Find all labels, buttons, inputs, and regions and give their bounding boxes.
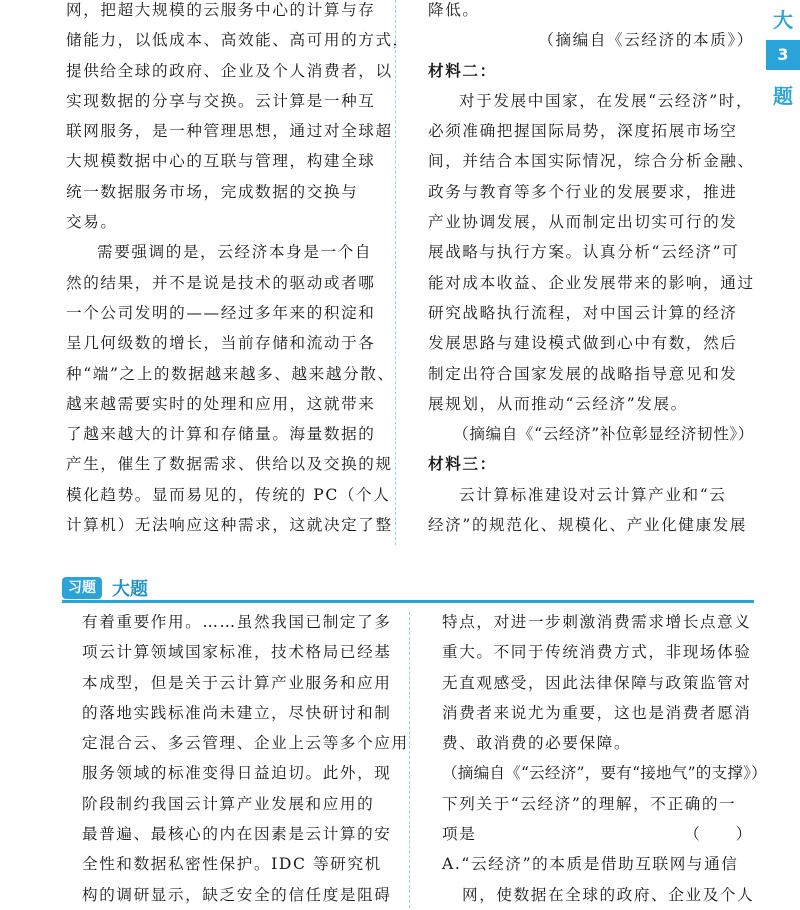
material-heading: 材料二： — [428, 61, 497, 80]
text-line: 大规模数据中心的互联与管理，构建全球 — [66, 152, 376, 171]
question-stem-end — [442, 819, 757, 849]
text-line: 然的结果，并不是说是技术的驱动或者哪 — [66, 273, 376, 292]
text-line: 有着重要作用。……虽然我国已制定了多 — [82, 613, 392, 631]
bottom-left-column — [82, 607, 409, 910]
text-line: 重大。不同于传统消费方式，非现场体验 — [442, 643, 752, 662]
text-line: 费、敢消费的必要保障。 — [442, 734, 632, 753]
answer-bracket: （ ） — [684, 825, 753, 844]
text-line: 模化趋势。显而易见的，传统的 PC（个人 — [66, 485, 391, 504]
text-line: 必须准确把握国际局势，深度拓展市场空 — [428, 122, 738, 141]
option-a-continuation: 网，使数据在全球的政府、企业及个人 — [462, 885, 755, 904]
text-line: 需要强调的是，云经济本身是一个自 — [97, 243, 373, 262]
side-tab-top-char: 大 — [773, 8, 793, 32]
section-header — [62, 573, 754, 603]
text-line: 统一数据服务市场，完成数据的交换与 — [66, 182, 359, 201]
text-line: 产生，催生了数据需求、供给以及交换的规 — [66, 455, 393, 474]
text-line: 间，并结合本国实际情况，综合分析金融、 — [428, 152, 755, 171]
text-line: 特点，对进一步刺激消费需求增长点意义 — [442, 613, 752, 631]
text-line: 的落地实践标准尚未建立，尽快研讨和制 — [82, 703, 392, 722]
text-line: 本成型，但是关于云计算产业服务和应用 — [82, 673, 392, 692]
text-line: 呈几何级数的增长，当前存储和流动于各 — [66, 334, 376, 353]
top-right-column — [428, 0, 758, 540]
bottom-right-column — [442, 607, 767, 910]
source-citation: （摘编自《“云经济”，要有“接地气”的支撑》） — [442, 764, 767, 783]
side-tab-bottom-char: 题 — [773, 84, 793, 108]
text-line: 消费者来说尤为重要，这也是消费者愿消 — [442, 703, 752, 722]
text-line: 阶段制约我国云计算产业发展和应用的 — [82, 794, 375, 813]
text-line: 联网服务，是一种管理思想，通过对全球超 — [66, 122, 393, 141]
text-line: 研究战略执行流程，对中国云计算的经济 — [428, 303, 738, 322]
top-left-column — [66, 0, 410, 540]
side-tab-number: 3 — [766, 40, 800, 70]
text-line: 能对成本收益、企业发展带来的影响，通过 — [428, 273, 755, 292]
text-line: 储能力，以低成本、高效能、高可用的方式， — [66, 31, 410, 50]
text-line: 计算机）无法响应这种需求，这就决定了整 — [66, 516, 393, 535]
column-divider — [409, 612, 410, 908]
text-line: 提供给全球的政府、企业及个人消费者，以 — [66, 61, 393, 80]
text-line: 交易。 — [66, 213, 118, 232]
text-line: 最普遍、最核心的内在因素是云计算的安 — [82, 825, 392, 844]
text-line: 展规划，从而推动“云经济”发展。 — [428, 394, 688, 413]
text-line: 实现数据的分享与交换。云计算是一种互 — [66, 91, 376, 110]
text-line: 服务领域的标准变得日益迫切。此外，现 — [82, 764, 392, 783]
text-line: 经济”的规范化、规模化、产业化健康发展 — [428, 516, 748, 535]
text-line: 项云计算领域国家标准，技术格局已经基 — [82, 643, 392, 662]
text-line: 了越来越大的计算和存储量。海量数据的 — [66, 425, 376, 444]
text-line: 云计算标准建设对云计算产业和“云 — [459, 485, 727, 504]
material-heading: 材料三： — [428, 455, 497, 474]
text-line: 制定出符合国家发展的战略指导意见和发 — [428, 364, 738, 383]
source-citation: （摘编自《云经济的本质》） — [538, 31, 754, 50]
text-line: 一个公司发明的——经过多年来的积淀和 — [66, 303, 376, 322]
text-line: 产业协调发展，从而制定出切实可行的发 — [428, 213, 738, 232]
text-line: 种“端”之上的数据越来越多、越来越分散、 — [66, 364, 395, 383]
exercise-badge: 习题 — [62, 577, 102, 599]
text-line: 全性和数据私密性保护。IDC 等研究机 — [82, 855, 382, 874]
text-line: 网，把超大规模的云服务中心的计算与存 — [66, 1, 376, 19]
column-divider — [395, 0, 396, 545]
text-line: 定混合云、多云管理、企业上云等多个应用 — [82, 734, 409, 753]
text-line: 政务与教育等多个行业的发展要求，推进 — [428, 182, 738, 201]
text-line: 对于发展中国家，在发展“云经济”时， — [459, 91, 754, 110]
text-line: 展战略与执行方案。认真分析“云经济”可 — [428, 243, 740, 262]
chapter-side-tab — [766, 0, 800, 112]
source-citation: （摘编自《“云经济”补位彰显经济韧性》） — [453, 425, 754, 444]
text-line: 越来越需要实时的处理和应用，这就带来 — [66, 394, 376, 413]
section-title: 大题 — [112, 579, 148, 600]
question-stem-tail: 项是 — [442, 825, 477, 844]
text-line: 发展思路与建设模式做到心中有数，然后 — [428, 334, 738, 353]
question-stem: 下列关于“云经济”的理解，不正确的一 — [442, 794, 737, 813]
text-line: 降低。 — [428, 1, 480, 19]
section-rule — [62, 600, 754, 603]
text-line: 无直观感受，因此法律保障与政策监管对 — [442, 673, 752, 692]
option-a: A.“云经济”的本质是借助互联网与通信 — [442, 855, 739, 874]
text-line: 构的调研显示，缺乏安全的信任度是阻碍 — [82, 885, 392, 904]
